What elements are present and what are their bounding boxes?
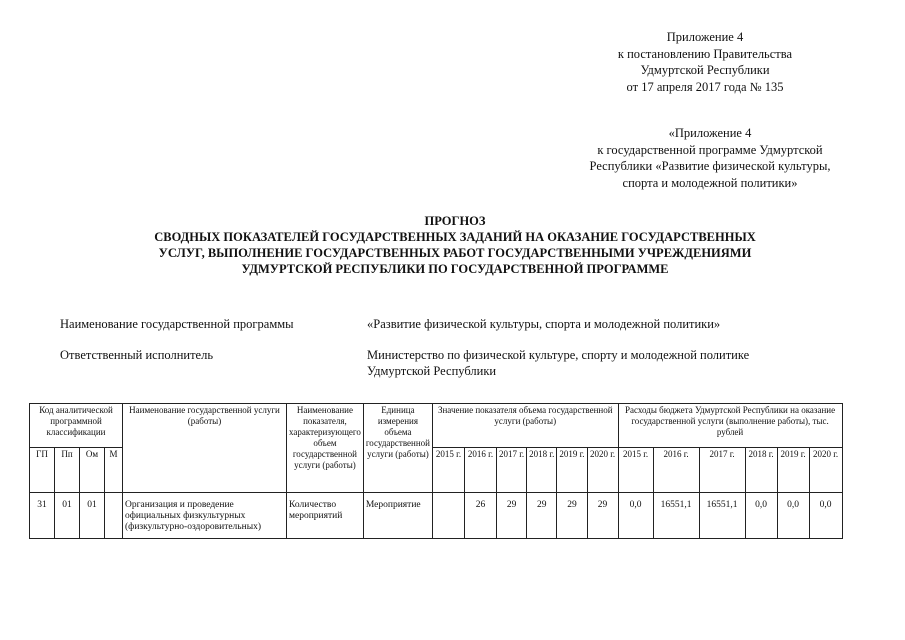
executor-value — [367, 347, 837, 379]
expense-group-header: Расходы бюджета Удмуртской Республики на оказание государственной услуги (выполнение работы), тыс. рублей — [618, 404, 842, 448]
indicators-table — [29, 403, 843, 539]
expense-year-header: 2018 г. — [745, 448, 777, 493]
pp-header: Пп — [55, 448, 80, 493]
program-value: «Развитие физической культуры, спорта и молодежной политики» — [367, 317, 721, 331]
title-line: СВОДНЫХ ПОКАЗАТЕЛЕЙ ГОСУДАРСТВЕННЫХ ЗАДАНИЙ НА ОКАЗАНИЕ ГОСУДАРСТВЕННЫХ — [154, 230, 756, 244]
expense-year-header: 2015 г. — [618, 448, 653, 493]
indicator-name-header: Наименование показателя, характеризующего объем государственной услуги (работы) — [287, 404, 364, 493]
volume-year-header: 2017 г. — [496, 448, 526, 493]
gp-header: ГП — [30, 448, 55, 493]
program-label: Наименование государственной программы — [60, 317, 294, 331]
volume-cell: 29 — [527, 493, 557, 539]
appendix-line: Удмуртской Республики — [640, 63, 770, 77]
expense-cell: 16551,1 — [699, 493, 745, 539]
appendix-program — [540, 125, 880, 191]
appendix-resolution — [570, 29, 840, 95]
appendix-line: спорта и молодежной политики» — [622, 175, 798, 190]
executor-value-line: Министерство по физической культуре, спорту и молодежной политике — [367, 348, 750, 362]
volume-year-header: 2015 г. — [432, 448, 464, 493]
om-header: Ом — [80, 448, 105, 493]
volume-year-header: 2016 г. — [464, 448, 496, 493]
volume-cell: 26 — [464, 493, 496, 539]
m-cell — [105, 493, 123, 539]
expense-year-header: 2017 г. — [699, 448, 745, 493]
volume-year-header: 2019 г. — [557, 448, 587, 493]
expense-year-header: 2019 г. — [777, 448, 809, 493]
expense-cell: 0,0 — [618, 493, 653, 539]
executor-label: Ответственный исполнитель — [60, 348, 214, 362]
appendix-line: от 17 апреля 2017 года № 135 — [626, 79, 784, 94]
executor-value-line: Удмуртской Республики — [367, 364, 497, 378]
unit-header: Единица измерения объема государственной услуги (работы) — [363, 404, 432, 493]
volume-year-header: 2018 г. — [527, 448, 557, 493]
volume-year-header: 2020 г. — [587, 448, 618, 493]
program-row — [0, 316, 905, 334]
title-line: УДМУРТСКОЙ РЕСПУБЛИКИ ПО ГОСУДАРСТВЕННОЙ ПРОГРАММЕ — [241, 262, 669, 276]
appendix-line: Приложение 4 — [666, 30, 744, 44]
table-row — [30, 493, 843, 539]
expense-cell: 0,0 — [777, 493, 809, 539]
appendix-line: Республики «Развитие физической культуры, — [589, 159, 831, 173]
header-row — [30, 404, 843, 448]
service-name-header: Наименование государственной услуги (работы) — [123, 404, 287, 493]
document-title — [60, 213, 850, 277]
title-line: УСЛУГ, ВЫПОЛНЕНИЕ ГОСУДАРСТВЕННЫХ РАБОТ ГОСУДАРСТВЕННЫМИ УЧРЕЖДЕНИЯМИ — [158, 246, 752, 260]
volume-cell: 29 — [587, 493, 618, 539]
appendix-line: «Приложение 4 — [668, 126, 752, 140]
unit-cell: Мероприятие — [363, 493, 432, 539]
volume-group-header: Значение показателя объема государственной услуги (работы) — [432, 404, 618, 448]
executor-row — [0, 347, 905, 381]
volume-cell — [432, 493, 464, 539]
code-header: Код аналитической программной классификации — [30, 404, 123, 448]
volume-cell: 29 — [557, 493, 587, 539]
pp-cell: 01 — [55, 493, 80, 539]
title-line: ПРОГНОЗ — [424, 214, 486, 228]
volume-cell: 29 — [496, 493, 526, 539]
om-cell: 01 — [80, 493, 105, 539]
expense-cell: 16551,1 — [653, 493, 699, 539]
gp-cell: 31 — [30, 493, 55, 539]
expense-cell: 0,0 — [745, 493, 777, 539]
m-header: М — [105, 448, 123, 493]
appendix-line: к государственной программе Удмуртской — [597, 142, 823, 157]
expense-year-header: 2016 г. — [653, 448, 699, 493]
expense-year-header: 2020 г. — [809, 448, 842, 493]
appendix-line: к постановлению Правительства — [617, 46, 793, 61]
service-name-cell: Организация и проведение официальных физкультурных (физкультурно-оздоровительных) — [123, 493, 287, 539]
expense-cell: 0,0 — [809, 493, 842, 539]
indicator-name-cell: Количество мероприятий — [287, 493, 364, 539]
